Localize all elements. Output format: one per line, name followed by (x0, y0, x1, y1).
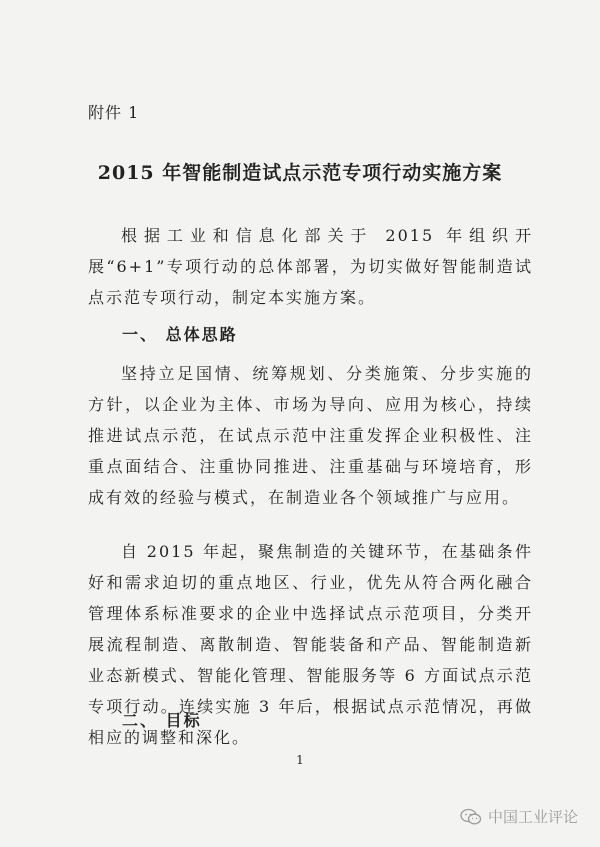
section1-paragraph-2: 自 2015 年起，聚焦制造的关键环节，在基础条件好和需求迫切的重点地区、行业，优先从符合两化融合管理体系标准要求的企业中选择试点示范项目，分类开展流程制造、离散制造、智能装备和产品、智能制造新业态新模式、智能化管理、智能服务等 6 方面试点示范专项行动。连续实施 3 年后，根据试点示范情况，再做相应的调整和深化。 (88, 542, 533, 747)
page-number: 1 (296, 753, 304, 767)
watermark-text: 中国工业评论 (487, 808, 578, 826)
section1-paragraph-1: 坚持立足国情、统筹规划、分类施策、分步实施的方针，以企业为主体、市场为导向、应用为核心，持续推进试点示范，在试点示范中注重发挥企业积极性、注重点面结合、注重协同推进、注重基础与环境培育，形成有效的经验与模式，在制造业各个领域推广与应用。 (88, 364, 533, 507)
intro-paragraph: 根据工业和信息化部关于 2015 年组织开展“6+1”专项行动的总体部署，为切实做好智能制造试点示范专项行动，制定本实施方案。 (88, 226, 533, 307)
attachment-label: 附件 1 (88, 103, 140, 122)
section-heading-overall-approach: 一、 总体思路 (122, 325, 238, 344)
section-heading-goals: 二、 目标 (122, 711, 202, 730)
wechat-icon (460, 808, 482, 826)
document-title: 2015 年智能制造试点示范专项行动实施方案 (97, 162, 503, 184)
watermark (460, 806, 578, 827)
